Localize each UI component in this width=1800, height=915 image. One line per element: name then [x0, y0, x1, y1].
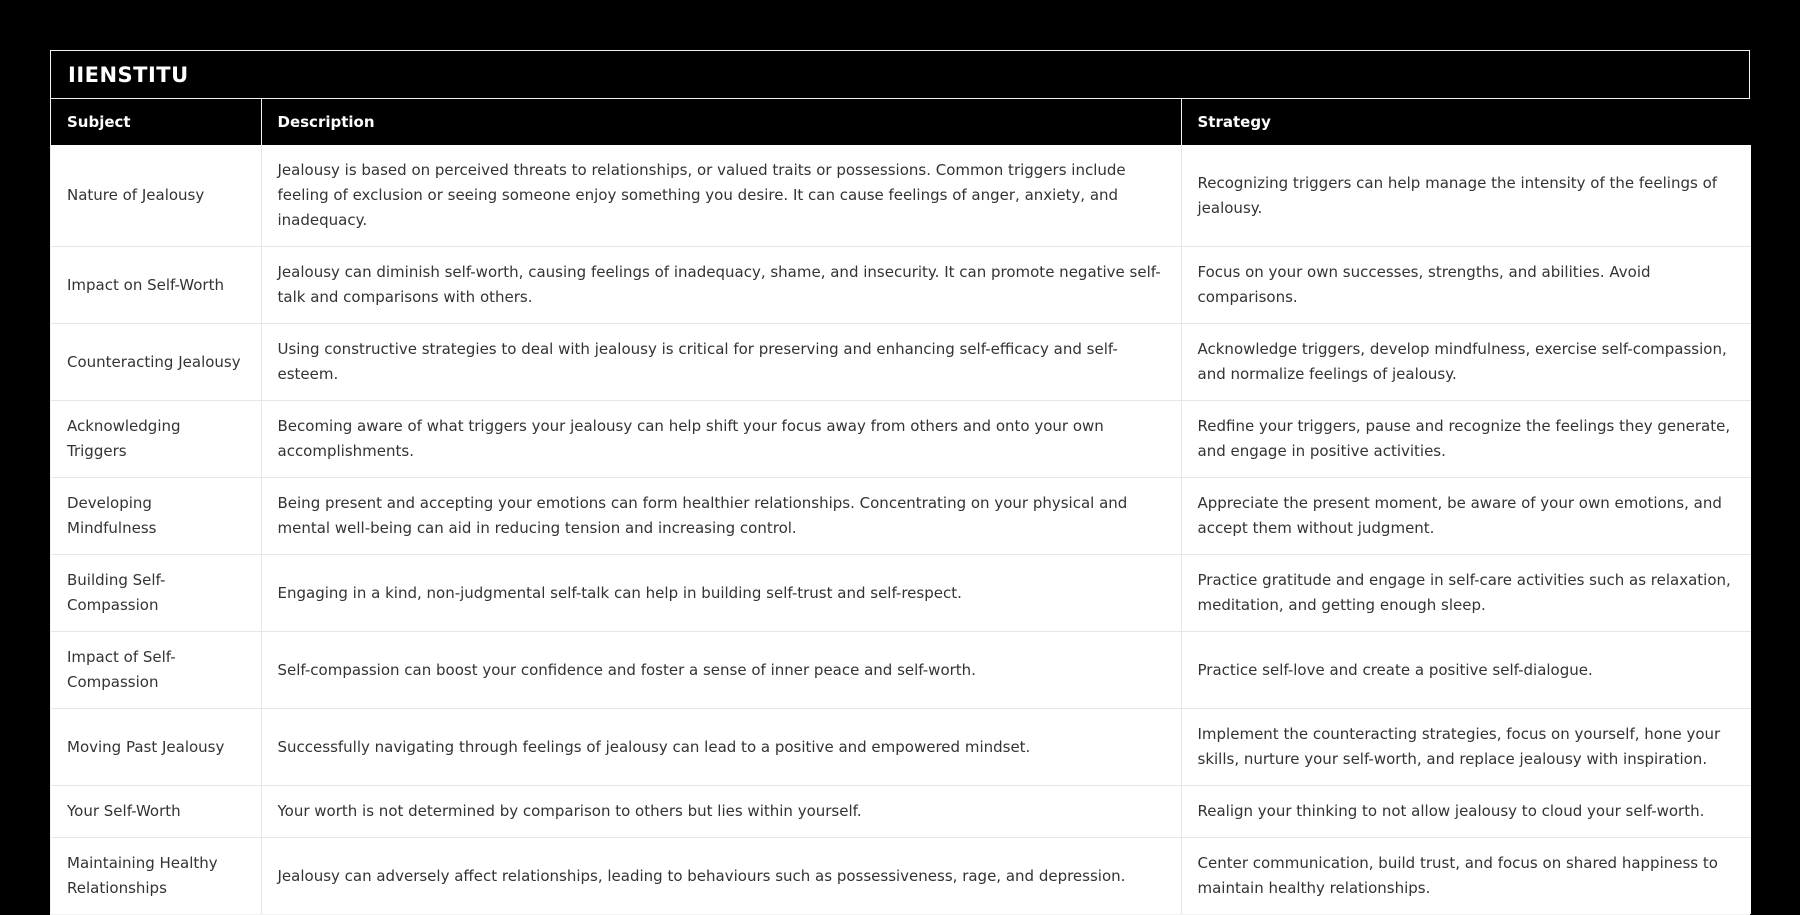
table-row	[51, 478, 1751, 555]
cell-strategy: Practice gratitude and engage in self-care activities such as relaxation, meditation, and getting enough sleep.	[1181, 555, 1751, 632]
table-row	[51, 247, 1751, 324]
cell-strategy: Redfine your triggers, pause and recognize the feelings they generate, and engage in positive activities.	[1181, 401, 1751, 478]
table-row	[51, 786, 1751, 838]
table-row	[51, 709, 1751, 786]
cell-subject: Acknowledging Triggers	[51, 401, 261, 478]
table-row	[51, 555, 1751, 632]
cell-strategy: Center communication, build trust, and focus on shared happiness to maintain healthy relationships.	[1181, 838, 1751, 915]
cell-strategy: Acknowledge triggers, develop mindfulness, exercise self-compassion, and normalize feelings of jealousy.	[1181, 324, 1751, 401]
table-header	[51, 99, 1751, 145]
table-body	[51, 145, 1751, 914]
cell-strategy: Realign your thinking to not allow jealousy to cloud your self-worth.	[1181, 786, 1751, 838]
cell-description: Becoming aware of what triggers your jealousy can help shift your focus away from others and onto your own accomplishments.	[261, 401, 1181, 478]
cell-description: Successfully navigating through feelings of jealousy can lead to a positive and empowered mindset.	[261, 709, 1181, 786]
table-header-row	[51, 99, 1751, 145]
cell-description: Engaging in a kind, non-judgmental self-talk can help in building self-trust and self-respect.	[261, 555, 1181, 632]
cell-description: Jealousy can adversely affect relationships, leading to behaviours such as possessiveness, rage, and depression.	[261, 838, 1181, 915]
cell-strategy: Practice self-love and create a positive self-dialogue.	[1181, 632, 1751, 709]
table-row	[51, 632, 1751, 709]
cell-subject: Your Self-Worth	[51, 786, 261, 838]
content-card	[50, 50, 1750, 915]
column-header-subject: Subject	[51, 99, 261, 145]
cell-subject: Impact on Self-Worth	[51, 247, 261, 324]
cell-strategy: Recognizing triggers can help manage the intensity of the feelings of jealousy.	[1181, 145, 1751, 247]
cell-subject: Impact of Self-Compassion	[51, 632, 261, 709]
cell-subject: Building Self-Compassion	[51, 555, 261, 632]
cell-description: Using constructive strategies to deal with jealousy is critical for preserving and enhancing self-efficacy and self-esteem.	[261, 324, 1181, 401]
cell-description: Self-compassion can boost your confidence and foster a sense of inner peace and self-worth.	[261, 632, 1181, 709]
cell-description: Jealousy can diminish self-worth, causing feelings of inadequacy, shame, and insecurity. It can promote negative self-talk and comparisons with others.	[261, 247, 1181, 324]
cell-strategy: Implement the counteracting strategies, focus on yourself, hone your skills, nurture your self-worth, and replace jealousy with inspiration.	[1181, 709, 1751, 786]
cell-subject: Developing Mindfulness	[51, 478, 261, 555]
cell-strategy: Appreciate the present moment, be aware of your own emotions, and accept them without judgment.	[1181, 478, 1751, 555]
cell-subject: Moving Past Jealousy	[51, 709, 261, 786]
table-row	[51, 145, 1751, 247]
cell-subject: Nature of Jealousy	[51, 145, 261, 247]
column-header-description: Description	[261, 99, 1181, 145]
brand-bar	[51, 51, 1749, 99]
table-row	[51, 324, 1751, 401]
table-row	[51, 838, 1751, 915]
jealousy-table	[51, 99, 1751, 914]
cell-description: Jealousy is based on perceived threats to relationships, or valued traits or possessions. Common triggers include feeling of exclusion or seeing someone enjoy something you desire. It can cause feelings of anger, anxiety, and inadequacy.	[261, 145, 1181, 247]
cell-subject: Counteracting Jealousy	[51, 324, 261, 401]
column-header-strategy: Strategy	[1181, 99, 1751, 145]
brand-title: IIENSTITU	[68, 62, 189, 87]
cell-subject: Maintaining Healthy Relationships	[51, 838, 261, 915]
cell-description: Your worth is not determined by comparison to others but lies within yourself.	[261, 786, 1181, 838]
table-row	[51, 401, 1751, 478]
cell-description: Being present and accepting your emotions can form healthier relationships. Concentrating on your physical and mental well-being can aid in reducing tension and increasing control.	[261, 478, 1181, 555]
cell-strategy: Focus on your own successes, strengths, and abilities. Avoid comparisons.	[1181, 247, 1751, 324]
